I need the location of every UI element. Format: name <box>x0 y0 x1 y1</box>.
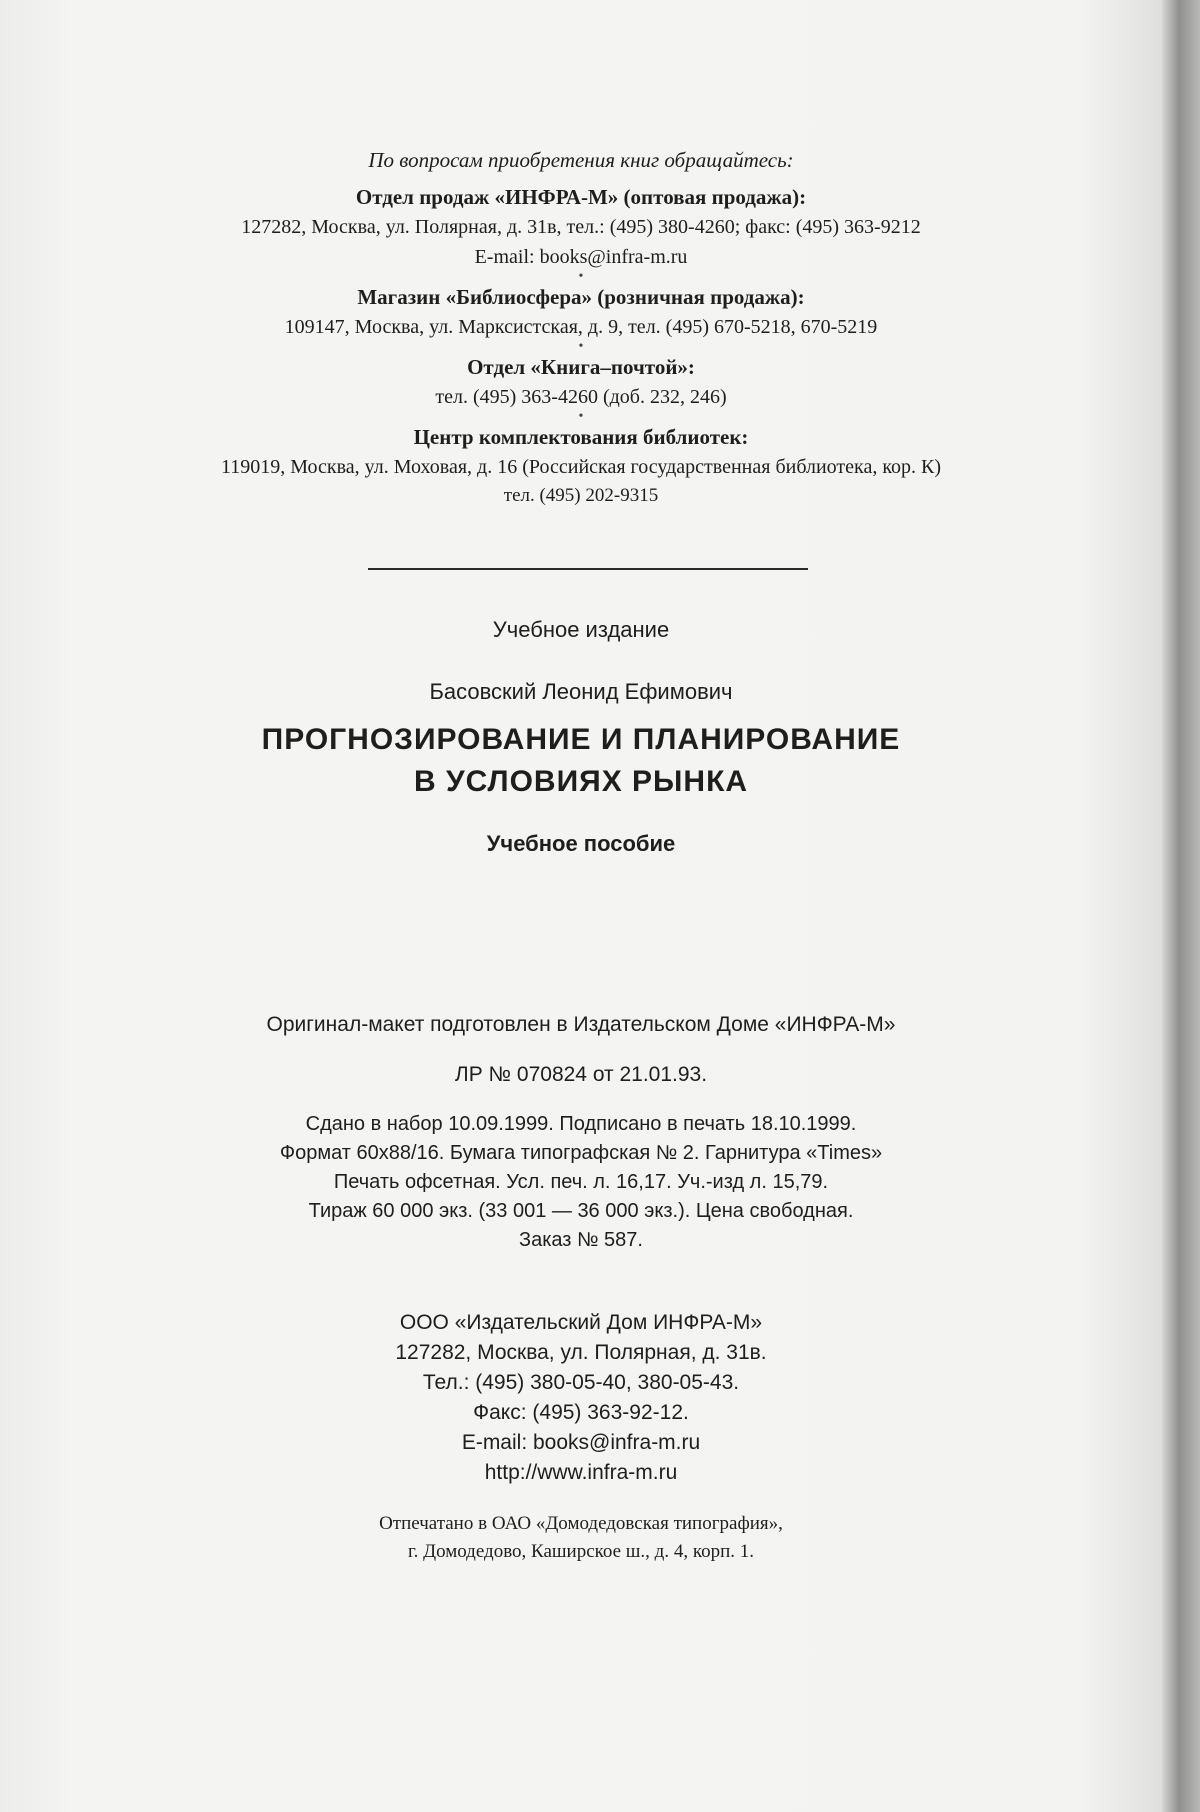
publisher-line: Факс: (495) 363-92-12. <box>473 1401 689 1424</box>
book-spine-shadow <box>1162 0 1200 1812</box>
section-heading: Отдел «Книга–почтой»: <box>467 355 695 379</box>
title-line-1: ПРОГНОЗИРОВАНИЕ И ПЛАНИРОВАНИЕ <box>261 723 901 756</box>
book-subtitle: Учебное пособие <box>486 831 676 856</box>
print-detail-line: Заказ № 587. <box>519 1229 643 1251</box>
section-line: 109147, Москва, ул. Марксистская, д. 9, тел. (495) 670-5218, 670-5219 <box>284 316 878 338</box>
section-heading: Центр комплектования библиотек: <box>413 425 749 449</box>
divider-rule <box>368 568 808 570</box>
printer-block <box>0 1510 1162 1566</box>
book-title <box>0 719 1162 803</box>
printer-line: г. Домодедово, Каширское ш., д. 4, корп. 1. <box>407 1541 755 1562</box>
publisher-block <box>0 1308 1162 1488</box>
license-number: ЛР № 070824 от 21.01.93. <box>454 1063 708 1086</box>
publisher-email: E-mail: books@infra-m.ru <box>461 1431 701 1454</box>
section-line: E-mail: books@infra-m.ru <box>474 246 688 268</box>
contacts-section-shop <box>0 282 1162 342</box>
imprint-block <box>0 1010 1162 1255</box>
contacts-section-library <box>0 422 1162 510</box>
section-line: 127282, Москва, ул. Полярная, д. 31в, тел.: (495) 380-4260; факс: (495) 363-9212 <box>241 216 921 238</box>
print-detail-line: Тираж 60 000 экз. (33 001 — 36 000 экз.). Цена свободная. <box>308 1200 854 1222</box>
print-detail-line: Формат 60х88/16. Бумага типографская № 2. Гарнитура «Times» <box>279 1142 883 1164</box>
printer-line: Отпечатано в ОАО «Домодедовская типография», <box>379 1513 783 1534</box>
print-detail-line: Печать офсетная. Усл. печ. л. 16,17. Уч.-изд л. 15,79. <box>333 1171 829 1193</box>
section-heading: Отдел продаж «ИНФРА-М» (оптовая продажа): <box>355 185 807 209</box>
publisher-line: 127282, Москва, ул. Полярная, д. 31в. <box>395 1341 767 1364</box>
print-details <box>0 1110 1162 1255</box>
contacts-section-sales <box>0 182 1162 272</box>
print-detail-line: Сдано в набор 10.09.1999. Подписано в печать 18.10.1999. <box>305 1113 857 1135</box>
publisher-website: http://www.infra-m.ru <box>484 1461 678 1484</box>
section-line: тел. (495) 202-9315 <box>503 485 659 506</box>
book-block <box>0 615 1162 859</box>
section-line: тел. (495) 363-4260 (доб. 232, 246) <box>435 386 727 408</box>
section-heading: Магазин «Библиосфера» (розничная продажа): <box>357 285 805 309</box>
publisher-line: Тел.: (495) 380-05-40, 380-05-43. <box>422 1371 740 1394</box>
separator-dot: • <box>578 409 584 424</box>
separator-dot: • <box>578 269 584 284</box>
section-line: 119019, Москва, ул. Моховая, д. 16 (Российская государственная библиотека, кор. К) <box>220 456 942 478</box>
publisher-line: ООО «Издательский Дом ИНФРА-М» <box>399 1311 763 1334</box>
edition-type: Учебное издание <box>492 617 670 642</box>
title-line-2: В УСЛОВИЯХ РЫНКА <box>413 765 749 798</box>
author-name: Басовский Леонид Ефимович <box>429 679 733 704</box>
contacts-section-mail <box>0 352 1162 412</box>
separator-dot: • <box>578 339 584 354</box>
layout-note: Оригинал-макет подготовлен в Издательском Доме «ИНФРА-М» <box>266 1013 896 1036</box>
contacts-intro: По вопросам приобретения книг обращайтесь: <box>368 148 794 172</box>
contacts-block <box>0 146 1162 510</box>
